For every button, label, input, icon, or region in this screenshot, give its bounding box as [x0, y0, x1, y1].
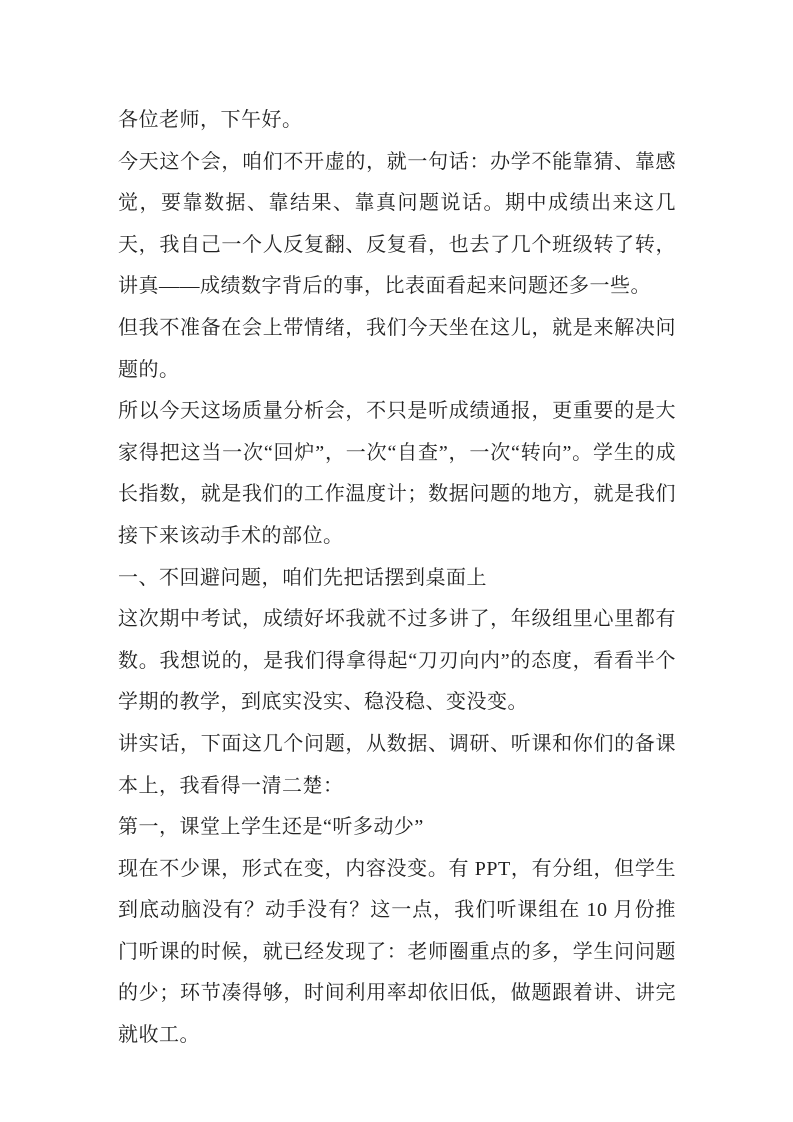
- heading-problem-1: 第一，课堂上学生还是“听多动少”: [118, 816, 424, 839]
- paragraph-problems-intro: 讲实话，下面这几个问题，从数据、调研、听课和你们的备课本上，我看得一清二楚：: [118, 732, 676, 797]
- heading-section-1: 一、不回避问题，咱们先把话摆到桌面上: [118, 566, 487, 589]
- paragraph-meeting-opening: 今天这个会，咱们不开虚的，就一句话：办学不能靠猜、靠感觉，要靠数据、靠结果、靠真问题说话。期中成绩出来这几天，我自己一个人反复翻、反复看，也去了几个班级转了转，讲真——成绩数字背后的事，比表面看起来问题还多一些。: [118, 150, 676, 298]
- paragraph-meeting-purpose: 所以今天这场质量分析会，不只是听成绩通报，更重要的是大家得把这当一次“回炉”，一次“自查”，一次“转向”。学生的成长指数，就是我们的工作温度计；数据问题的地方，就是我们接下来该动手术的部位。: [118, 400, 676, 547]
- paragraph-exam-attitude: 这次期中考试，成绩好坏我就不过多讲了，年级组里心里都有数。我想说的，是我们得拿得起“刀刃向内”的态度，看看半个学期的教学，到底实没实、稳没稳、变没变。: [118, 608, 676, 714]
- document-content: [118, 100, 676, 1057]
- paragraph-no-emotions: 但我不准备在会上带情绪，我们今天坐在这儿，就是来解决问题的。: [118, 316, 676, 381]
- paragraph-problem-1-detail: 现在不少课，形式在变，内容没变。有 PPT，有分组，但学生到底动脑没有？动手没有？这一点，我们听课组在 10 月份推门听课的时候，就已经发现了：老师圈重点的多，学生问问题的少；环节凑得够，时间利用率却依旧低，做题跟着讲、讲完就收工。: [118, 857, 676, 1047]
- paragraph-greeting: 各位老师，下午好。: [118, 109, 303, 131]
